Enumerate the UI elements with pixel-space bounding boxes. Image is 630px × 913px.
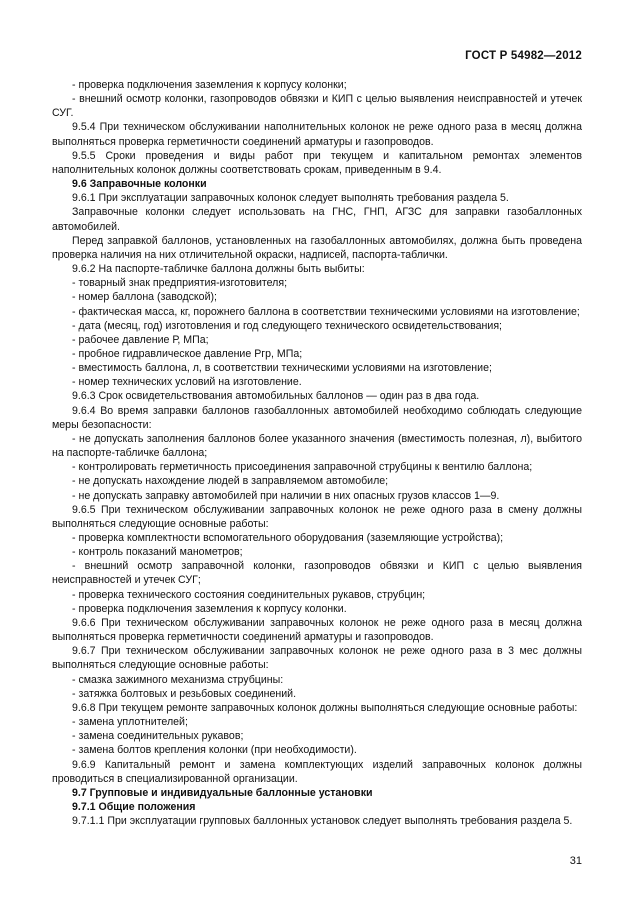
paragraph: - проверка подключения заземления к корпусу колонки.	[72, 602, 347, 615]
paragraph: Перед заправкой баллонов, установленных на газобаллонных автомобилях, должна быть проведена проверка наличия на них отличительной окраски, надписей, паспорта-таблички.	[52, 234, 582, 261]
paragraph: 9.6.5 При техническом обслуживании заправочных колонок не реже одного раза в смену должны выполняться следующие основные работы:	[52, 503, 582, 530]
paragraph: - внешний осмотр заправочной колонки, газопроводов обвязки и КИП с целью выявления неисправностей и утечек СУГ;	[52, 560, 582, 587]
paragraph: - замена соединительных рукавов;	[72, 730, 244, 743]
paragraph: - вместимость баллона, л, в соответствии техническими условиями на изготовление;	[72, 362, 492, 375]
paragraph: 9.6.4 Во время заправки баллонов газобаллонных автомобилей необходимо соблюдать следующие меры безопасности:	[52, 404, 582, 431]
paragraph: - замена болтов крепления колонки (при необходимости).	[72, 744, 357, 757]
paragraph: Заправочные колонки следует использовать на ГНС, ГНП, АГЗС для заправки газобаллонных автомобилей.	[52, 206, 582, 233]
paragraph: - не допускать заправку автомобилей при наличии в них опасных грузов классов 1—9.	[72, 489, 500, 502]
document-body	[52, 78, 582, 828]
paragraph: 9.6.9 Капитальный ремонт и замена комплектующих изделий заправочных колонок должны проводиться в специализированной организации.	[52, 758, 582, 785]
paragraph: 9.6.3 Срок освидетельствования автомобильных баллонов — один раз в два года.	[72, 390, 480, 403]
paragraph: 9.6.6 При техническом обслуживании заправочных колонок не реже одного раза в месяц должна выполняться проверка герметичности соединений арматуры и газопроводов.	[52, 616, 582, 644]
paragraph: 9.6.8 При текущем ремонте заправочных колонок должны выполняться следующие основные работы:	[72, 701, 578, 714]
paragraph: 9.7.1.1 При эксплуатации групповых баллонных установок следует выполнять требования раздела 5.	[72, 815, 573, 828]
section-heading: 9.6 Заправочные колонки	[72, 178, 207, 191]
paragraph: - внешний осмотр колонки, газопроводов обвязки и КИП с целью выявления неисправностей и утечек СУГ.	[52, 93, 582, 120]
paragraph: - не допускать заполнения баллонов более указанного значения (вместимость полезная, л), выбитого на паспорте-табличке баллона;	[52, 432, 582, 460]
paragraph: - не допускать нахождение людей в заправляемом автомобиле;	[72, 475, 389, 488]
paragraph: - проверка комплектности вспомогательного оборудования (заземляющие устройства);	[72, 532, 504, 544]
paragraph: - проверка подключения заземления к корпусу колонки;	[72, 79, 347, 91]
paragraph: - смазка зажимного механизма струбцины:	[72, 673, 284, 686]
paragraph: 9.5.5 Сроки проведения и виды работ при текущем и капитальном ремонтах элементов наполнительных колонок должны соответствовать срокам, приведенным в 9.4.	[52, 149, 582, 176]
paragraph: - товарный знак предприятия-изготовителя;	[72, 277, 288, 290]
section-heading: 9.7 Групповые и индивидуальные баллонные установки	[72, 786, 373, 799]
paragraph: - номер баллона (заводской);	[72, 291, 217, 304]
paragraph: - затяжка болтовых и резьбовых соединений.	[72, 687, 297, 700]
paragraph: 9.5.4 При техническом обслуживании наполнительных колонок не реже одного раза в месяц должна выполняться проверка герметичности соединений арматуры и газопроводов.	[52, 121, 582, 148]
paragraph: - рабочее давление Р, МПа;	[72, 333, 209, 346]
paragraph: - контроль показаний манометров;	[72, 546, 243, 559]
paragraph: 9.6.1 При эксплуатации заправочных колонок следует выполнять требования раздела 5.	[72, 192, 509, 205]
paragraph: 9.6.2 На паспорте-табличке баллона должны быть выбиты:	[72, 263, 365, 276]
paragraph: - дата (месяц, год) изготовления и год следующего технического освидетельствования;	[72, 319, 503, 332]
section-heading: 9.7.1 Общие положения	[72, 800, 196, 813]
paragraph: - проверка технического состояния соединительных рукавов, струбцин;	[72, 588, 426, 601]
paragraph: - пробное гидравлическое давление Ргр, МПа;	[72, 347, 303, 360]
paragraph: 9.6.7 При техническом обслуживании заправочных колонок не реже одного раза в 3 мес должны выполняться следующие основные работы:	[52, 645, 582, 672]
page-number: 31	[569, 855, 582, 867]
paragraph: - номер технических условий на изготовление.	[72, 376, 302, 389]
paragraph: - контролировать герметичность присоединения заправочной струбцины к вентилю баллона;	[72, 461, 533, 474]
paragraph: - фактическая масса, кг, порожнего баллона в соответствии техническими условиями на изготовление;	[72, 305, 580, 318]
paragraph: - замена уплотнителей;	[72, 716, 188, 729]
standard-header: ГОСТ Р 54982—2012	[465, 50, 582, 62]
